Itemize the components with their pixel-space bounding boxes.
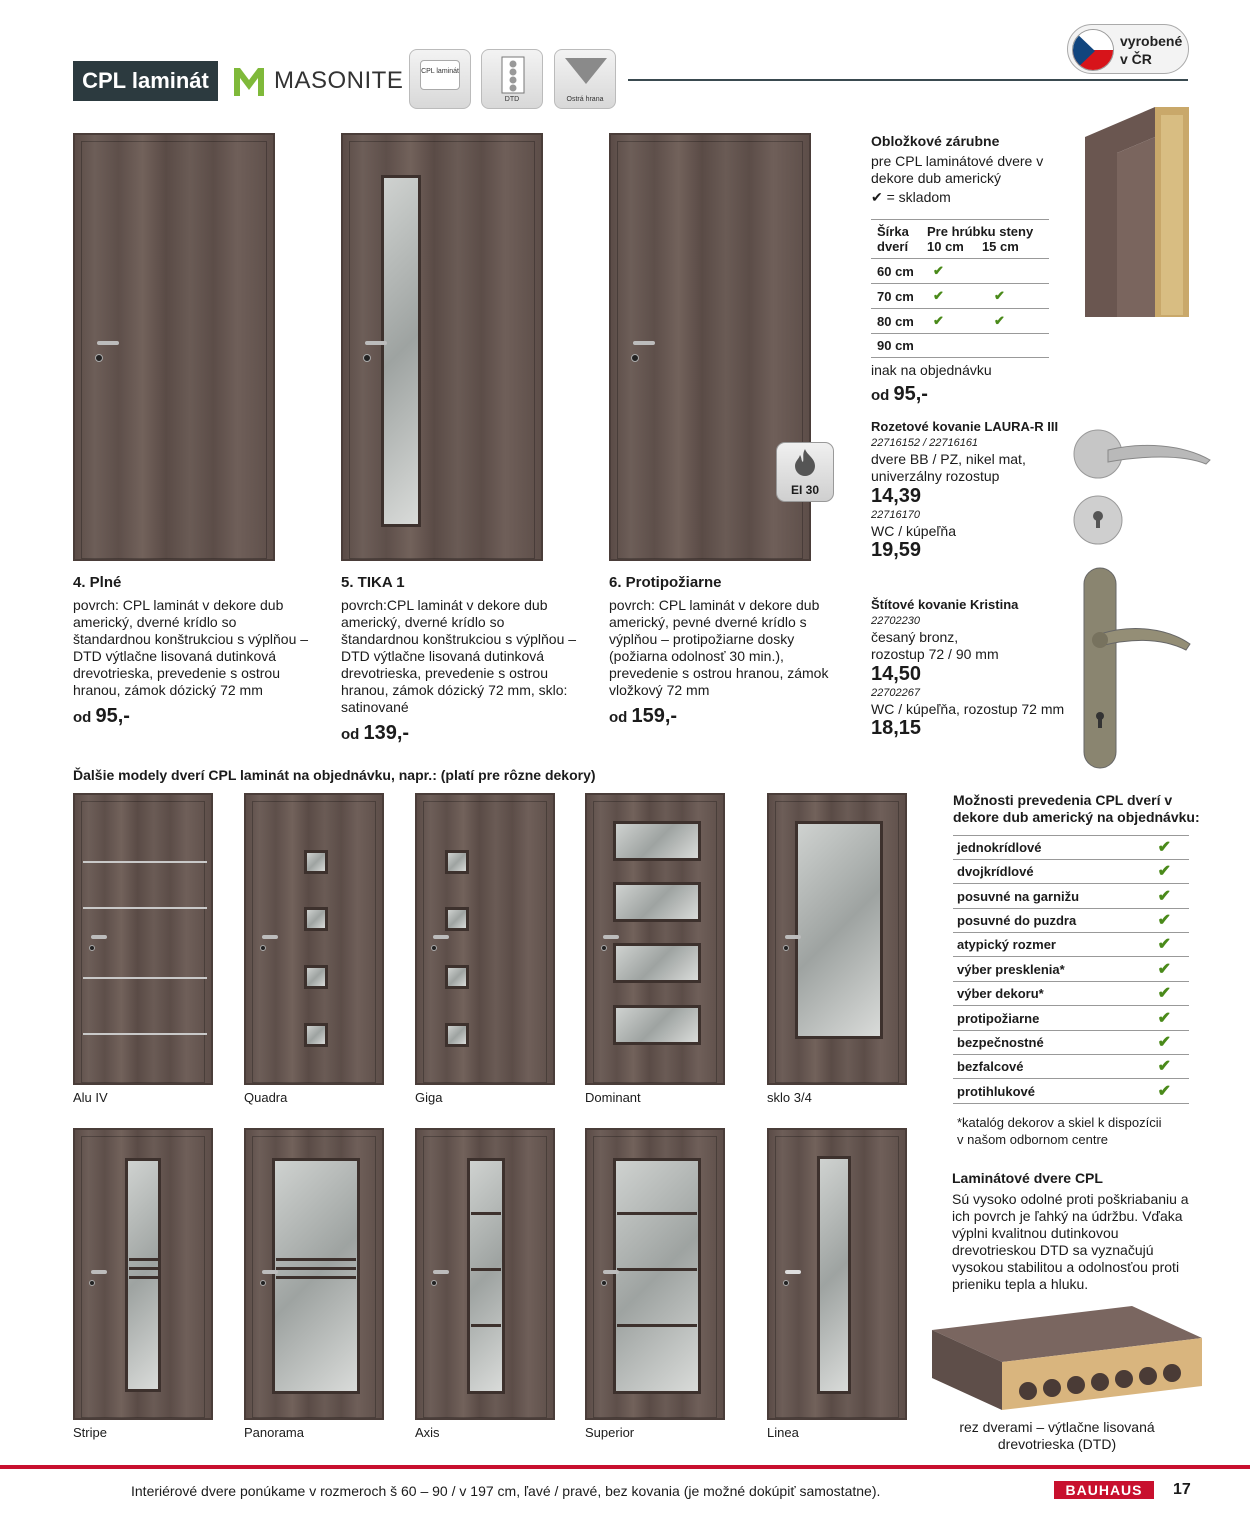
dtd-label: DTD [504,96,520,103]
door-title: 6. Protipožiarne [609,574,722,591]
frame-width: 60 cm [871,259,927,284]
option-row: bezpečnostné ✔ [953,1031,1189,1055]
frame-check-10: ✔ [927,284,988,309]
hardware-desc: WC / kúpeľňa, rozostup 72 mm [871,701,1065,717]
hardware-desc: česaný bronz, rozostup 72 / 90 mm [871,629,999,662]
hardware-desc: WC / kúpeľňa [871,523,957,539]
col-wall-header: Pre hrúbku steny 10 cm 15 cm [927,220,1049,259]
hardware-code: 22702267 [871,687,920,699]
col-width-header: Šírka dverí [871,220,927,259]
door-info-protipoziarne [609,574,849,728]
door-title: 4. Plné [73,574,122,591]
door-image-superior [585,1128,725,1420]
header-rule [628,79,1188,81]
frame-check-10 [927,334,988,358]
model-name: Axis [415,1425,440,1440]
frames-table [871,219,1049,358]
door-image-stripe [73,1128,213,1420]
dtd-cross-section-icon [932,1306,1202,1410]
frames-legend: ✔ = skladom [871,189,951,205]
door-price: od 139,- [341,722,410,744]
page-number: 17 [1173,1481,1191,1498]
flame-icon [792,448,818,478]
options-note: *katalóg dekorov a skiel k dispozícii v našom odbornom centre [957,1115,1162,1147]
frames-title: Obložkové zárubne [871,133,1000,149]
door-price: od 95,- [73,705,130,727]
hardware-kristina [871,597,1071,740]
frame-width: 90 cm [871,334,927,358]
hardware-code: 22716152 / 22716161 [871,437,979,449]
made-in-label: vyrobené v ČR [1120,33,1183,67]
fire-rating: EI 30 [790,483,820,497]
model-name: Stripe [73,1425,107,1440]
sharp-edge-icon [554,49,616,109]
frame-width: 80 cm [871,309,927,334]
option-row: protipožiarne ✔ [953,1007,1189,1031]
sharp-edge-label: Ostrá hrana [566,96,604,103]
option-row: posuvné na garnižu ✔ [953,885,1189,909]
option-row: dvojkrídlové ✔ [953,860,1189,884]
more-models-title: Ďalšie modely dverí CPL laminát na objednávku, napr.: (platí pre rôzne dekory) [73,767,596,783]
frame-check-10: ✔ [927,259,988,284]
option-row: jednokrídlové ✔ [953,836,1189,860]
door-image-axis [415,1128,555,1420]
door-image-quadra [244,793,384,1085]
option-row: výber dekoru* ✔ [953,982,1189,1006]
frame-check-15 [988,259,1049,284]
rosette-handle-icon [1072,424,1212,554]
door-description: povrch:CPL laminát v dekore dub americký, dverné krídlo so štandardnou konštrukciou s výplňou – DTD výtlačne lisovaná dutinková drevotrieska, prevedenie s ostrou hranou, zámok dózický 72 mm, sklo: satinované [341,597,577,715]
frame-check-15 [988,334,1049,358]
door-description: povrch: CPL laminát v dekore dub americký, dverné krídlo so štandardnou konštrukciou s výplňou – DTD výtlačne lisovaná dutinková drevotrieska, prevedenie s ostrou hranou, zámok dózický 72 mm [73,597,309,698]
option-row: výber presklenia* ✔ [953,958,1189,982]
masonite-m-icon [232,64,266,98]
options-title: Možnosti prevedenia CPL dverí v dekore dub americký na objednávku: [953,792,1200,825]
hardware-code: 22702230 [871,615,920,627]
model-name: sklo 3/4 [767,1090,812,1105]
hardware-code: 22716170 [871,509,920,521]
hardware-title: Rozetové kovanie LAURA-R III [871,419,1059,434]
footer-rule [0,1465,1250,1469]
hardware-price: 14,39 [871,485,922,507]
bauhaus-logo: BAUHAUS [1054,1481,1154,1499]
edge-shape-icon [563,54,609,88]
cpl-icon-label: CPL laminát [420,60,460,90]
dtd-board-icon [498,56,528,94]
door-image-sklo [767,793,907,1085]
hardware-price: 19,59 [871,539,922,561]
door-image-plne [73,133,275,561]
frame-check-15: ✔ [988,284,1049,309]
door-description: povrch: CPL laminát v dekore dub americký, pevné dverné krídlo s výplňou – protipožiarne dosky (požiarna odolnosť 30 min.), prevedenie s ostrou hranou, zámok vložkový 72 mm [609,597,829,698]
door-info-plne [73,574,313,728]
brand-name: MASONITE [274,67,404,94]
czech-flag-icon [1072,29,1114,71]
model-name: Linea [767,1425,799,1440]
hardware-price: 18,15 [871,717,922,739]
frame-check-10: ✔ [927,309,988,334]
plate-handle-icon [1082,566,1192,771]
info-text: Sú vysoko odolné proti poškriabaniu a ich povrch je ľahký na údržbu. Vďaka výplni kvalitnou dutinkovou drevotrieskou DTD sa vyznačujú vysokou stabilitou a odolnosťou proti prieniku tepla a hluku. [952,1191,1189,1292]
door-image-giga [415,793,555,1085]
masonite-logo [232,64,403,98]
door-image-dominant [585,793,725,1085]
option-row: posuvné do puzdra ✔ [953,909,1189,933]
section-tag: CPL laminát [73,61,218,101]
hardware-laura [871,419,1071,562]
model-name: Alu IV [73,1090,108,1105]
dtd-icon [481,49,543,109]
model-name: Superior [585,1425,635,1440]
option-row: protihlukové ✔ [953,1080,1189,1104]
hardware-desc: dvere BB / PZ, nikel mat, univerzálny rozostup [871,451,1026,484]
door-image-linea [767,1128,907,1420]
option-row: bezfalcové ✔ [953,1055,1189,1079]
frames-price: od 95,- [871,383,928,405]
frame-width: 70 cm [871,284,927,309]
option-row: atypický rozmer ✔ [953,933,1189,957]
model-name: Quadra [244,1090,288,1105]
door-image-panorama [244,1128,384,1420]
frames-note: inak na objednávku [871,362,992,378]
frames-subtitle: pre CPL laminátové dvere v dekore dub americký [871,153,1044,186]
frames-section [871,133,1061,206]
model-name: Dominant [585,1090,641,1105]
info-title: Laminátové dvere CPL [952,1170,1103,1186]
made-in-cz-badge [1067,24,1189,74]
frame-check-15: ✔ [988,309,1049,334]
info-caption: rez dverami – výtlačne lisovaná drevotrieska (DTD) [959,1419,1155,1452]
frame-image [1085,107,1189,317]
fire-badge [776,442,834,502]
footer-text: Interiérové dvere ponúkame v rozmeroch š 60 – 90 / v 197 cm, ľavé / pravé, bez kovania (je možné dokúpiť samostatne). [131,1483,881,1499]
model-name: Panorama [244,1425,304,1440]
door-price: od 159,- [609,705,678,727]
frame-corner-icon [1085,107,1189,317]
door-image-tika [341,133,543,561]
hardware-title: Štítové kovanie Kristina [871,597,1019,612]
door-info-tika [341,574,581,745]
door-title: 5. TIKA 1 [341,574,405,591]
hardware-price: 14,50 [871,663,922,685]
door-image-alu-iv [73,793,213,1085]
cpl-laminate-icon [409,49,471,109]
model-name: Giga [415,1090,443,1105]
